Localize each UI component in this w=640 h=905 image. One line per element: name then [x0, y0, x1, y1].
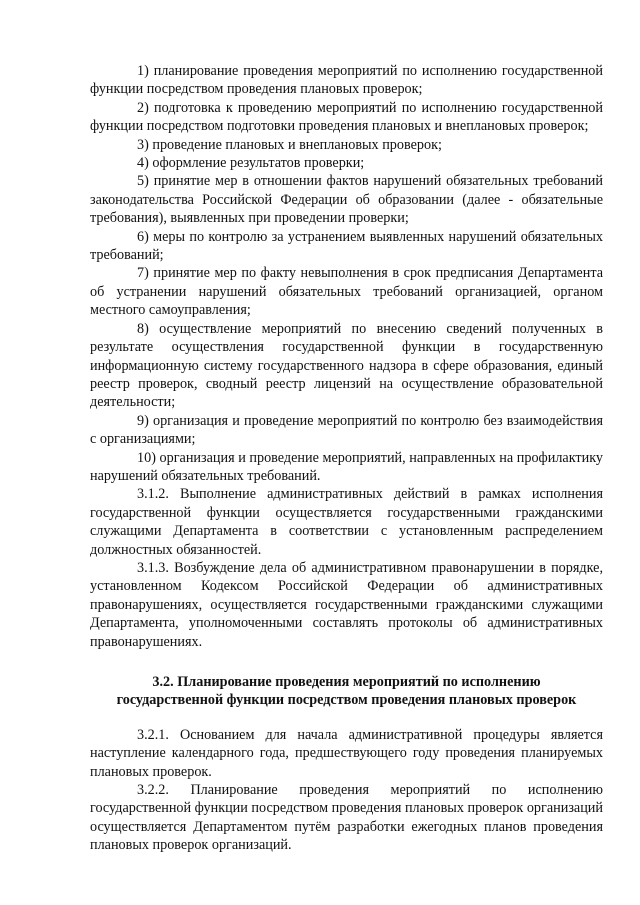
- list-item-4: 4) оформление результатов проверки;: [137, 155, 365, 172]
- list-item-2: 2) подготовка к проведению мероприятий по исполнению государственной функции посредством подготовки проведения плановых и внеплановых проверок;: [90, 99, 603, 135]
- section-heading-line-1: 3.2. Планирование проведения мероприятий по исполнению: [152, 674, 541, 690]
- document-page: [90, 62, 603, 855]
- list-item-9: 9) организация и проведение мероприятий по контролю без взаимодействия с организациями;: [90, 412, 603, 448]
- section-heading-3-2: [90, 673, 603, 710]
- paragraph-3-2-2: 3.2.2. Планирование проведения мероприятий по исполнению государственной функции посредством проведения плановых проверок организаций осуществляется Департаментом путём разработки ежегодных планов проведения плановых проверок организаций.: [90, 782, 603, 854]
- list-item-5: 5) принятие мер в отношении фактов нарушений обязательных требований законодательства Российской Федерации об образовании (далее - обязательные требования), выявленных при проведении проверки;: [90, 173, 603, 227]
- list-item-7: 7) принятие мер по факту невыполнения в срок предписания Департамента об устранении нарушений обязательных требований организацией, органом местного самоуправления;: [90, 265, 603, 319]
- list-item-10: 10) организация и проведение мероприятий, направленных на профилактику нарушений обязательных требований.: [90, 449, 603, 484]
- list-item-3: 3) проведение плановых и внеплановых проверок;: [137, 136, 442, 153]
- list-item-6: 6) меры по контролю за устранением выявленных нарушений обязательных требований;: [90, 228, 603, 264]
- paragraph-3-1-2: 3.1.2. Выполнение административных действий в рамках исполнения государственной функции осуществляется государственными гражданскими служащими Департамента в соответствии с установленным распределением должностных обязанностей.: [90, 486, 603, 558]
- list-item-1: 1) планирование проведения мероприятий по исполнению государственной функции посредством проведения плановых проверок;: [90, 63, 603, 98]
- paragraph-3-2-1: 3.2.1. Основанием для начала административной процедуры является наступление календарного года, предшествующего году проведения планируемых плановых проверок.: [90, 726, 603, 780]
- paragraph-3-1-3: 3.1.3. Возбуждение дела об административном правонарушении в порядке, установленном Кодексом Российской Федерации об административных правонарушениях, осуществляется государственными гражданскими служащими Департамента, уполномоченными составлять протоколы об административных правонарушениях.: [90, 559, 603, 650]
- list-item-8: 8) осуществление мероприятий по внесению сведений полученных в результате осуществления государственной функции в государственную информационную систему государственного надзора в сфере образования, единый реестр проверок, сводный реестр лицензий на осуществление образовательной деятельности;: [90, 320, 603, 411]
- section-heading-line-2: государственной функции посредством проведения плановых проверок: [116, 692, 577, 709]
